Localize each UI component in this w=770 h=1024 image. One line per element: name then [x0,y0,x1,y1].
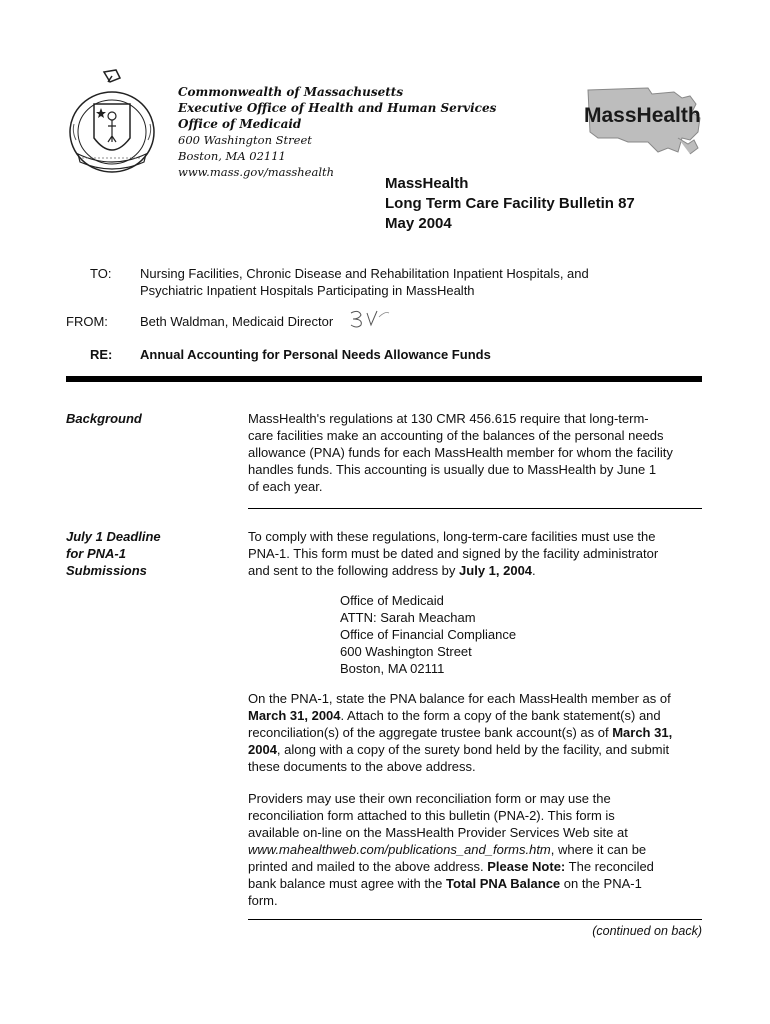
footer-divider [248,919,702,920]
section-title-background: Background [66,411,142,426]
address-line: 600 Washington Street [340,644,472,659]
paragraph-line: these documents to the above address. [248,759,476,774]
to-line-1: Nursing Facilities, Chronic Disease and Rehabilitation Inpatient Hospitals, and [140,266,589,281]
please-note-label: Please Note: [487,859,566,874]
letterhead-office-of-medicaid: Office of Medicaid [178,117,302,131]
background-line: of each year. [248,479,323,494]
handwritten-initials-icon [349,307,395,334]
re-label: RE: [90,347,113,362]
section-title-deadline [66,528,161,579]
masshealth-logo [578,82,706,160]
paragraph-line [248,707,704,724]
paragraph-line [248,741,704,758]
paragraph-text: The reconciled [565,859,654,874]
to-label: TO: [90,266,112,281]
letterhead-street: 600 Washington Street [178,133,312,147]
paragraph-line: Providers may use their own reconciliation form or may use the [248,791,611,806]
masshealth-logo-text: MassHealth [584,104,701,127]
deadline-date: July 1, 2004 [459,563,533,578]
letterhead [178,84,496,180]
letterhead-city: Boston, MA 02111 [178,149,286,163]
paragraph-line: PNA-1. This form must be dated and signed by the facility administrator [248,546,659,561]
paragraph-line [248,562,704,579]
paragraph-line: available on-line on the MassHealth Provider Services Web site at [248,825,628,840]
paragraph-line [248,841,704,858]
paragraph-text: . [532,563,536,578]
paragraph-line [248,724,704,741]
bulletin-title [385,174,635,234]
from-label: FROM: [66,314,108,329]
web-address-link[interactable]: www.mahealthweb.com/publications_and_forms.htm [248,842,551,857]
paragraph-line: On the PNA-1, state the PNA balance for each MassHealth member as of [248,691,671,706]
mailing-address [340,592,516,677]
deadline-paragraph-3 [248,790,704,909]
paragraph-text: on the PNA-1 [560,876,642,891]
deadline-title-line: for PNA-1 [66,546,126,561]
paragraph-line: form. [248,893,278,908]
paragraph-text: bank balance must agree with the [248,876,447,891]
address-line: Office of Medicaid [340,593,444,608]
continued-note: (continued on back) [592,924,702,938]
paragraph-text: and sent to the following address by [248,563,460,578]
paragraph-line: reconciliation form attached to this bulletin (PNA-2). This form is [248,808,615,823]
background-line: MassHealth's regulations at 130 CMR 456.615 require that long-term- [248,411,649,426]
background-line: care facilities make an accounting of the balances of the personal needs [248,428,664,443]
from-value: Beth Waldman, Medicaid Director [140,314,334,329]
paragraph-text: printed and mailed to the above address. [248,859,488,874]
deadline-title-line: Submissions [66,563,147,578]
address-line: Boston, MA 02111 [340,661,445,676]
deadline-paragraph-2 [248,690,704,775]
bold-date: 2004 [248,742,277,757]
bulletin-title-line2: Long Term Care Facility Bulletin 87 [385,195,635,212]
address-line: Office of Financial Compliance [340,627,517,642]
background-line: handles funds. This accounting is usually due to MassHealth by June 1 [248,462,657,477]
letterhead-executive-office: Executive Office of Health and Human Services [178,101,497,115]
paragraph-line: To comply with these regulations, long-term-care facilities must use the [248,529,656,544]
massachusetts-seal-icon [64,66,160,178]
background-line: allowance (PNA) funds for each MassHealth member for whom the facility [248,445,673,460]
address-line: ATTN: Sarah Meacham [340,610,476,625]
deadline-paragraph-1 [248,528,704,579]
total-pna-balance-label: Total PNA Balance [446,876,561,891]
paragraph-line [248,875,704,892]
bold-date: March 31, [612,725,673,740]
paragraph-text: . Attach to the form a copy of the bank statement(s) and [340,708,661,723]
deadline-title-line: July 1 Deadline [66,529,161,544]
re-value: Annual Accounting for Personal Needs Allowance Funds [140,347,491,362]
paragraph-text: , where it can be [550,842,647,857]
bulletin-title-line3: May 2004 [385,215,452,232]
section-divider [248,508,702,509]
bold-date: March 31, 2004 [248,708,341,723]
paragraph-line [248,858,704,875]
background-paragraph [248,410,704,495]
bulletin-title-line1: MassHealth [385,175,469,192]
paragraph-text: , along with a copy of the surety bond held by the facility, and submit [276,742,670,757]
to-line-2: Psychiatric Inpatient Hospitals Participating in MassHealth [140,283,475,298]
letterhead-commonwealth: Commonwealth of Massachusetts [178,85,404,99]
letterhead-website: www.mass.gov/masshealth [178,165,335,179]
paragraph-text: reconciliation(s) of the aggregate trustee bank account(s) as of [248,725,613,740]
header-divider [66,376,702,382]
